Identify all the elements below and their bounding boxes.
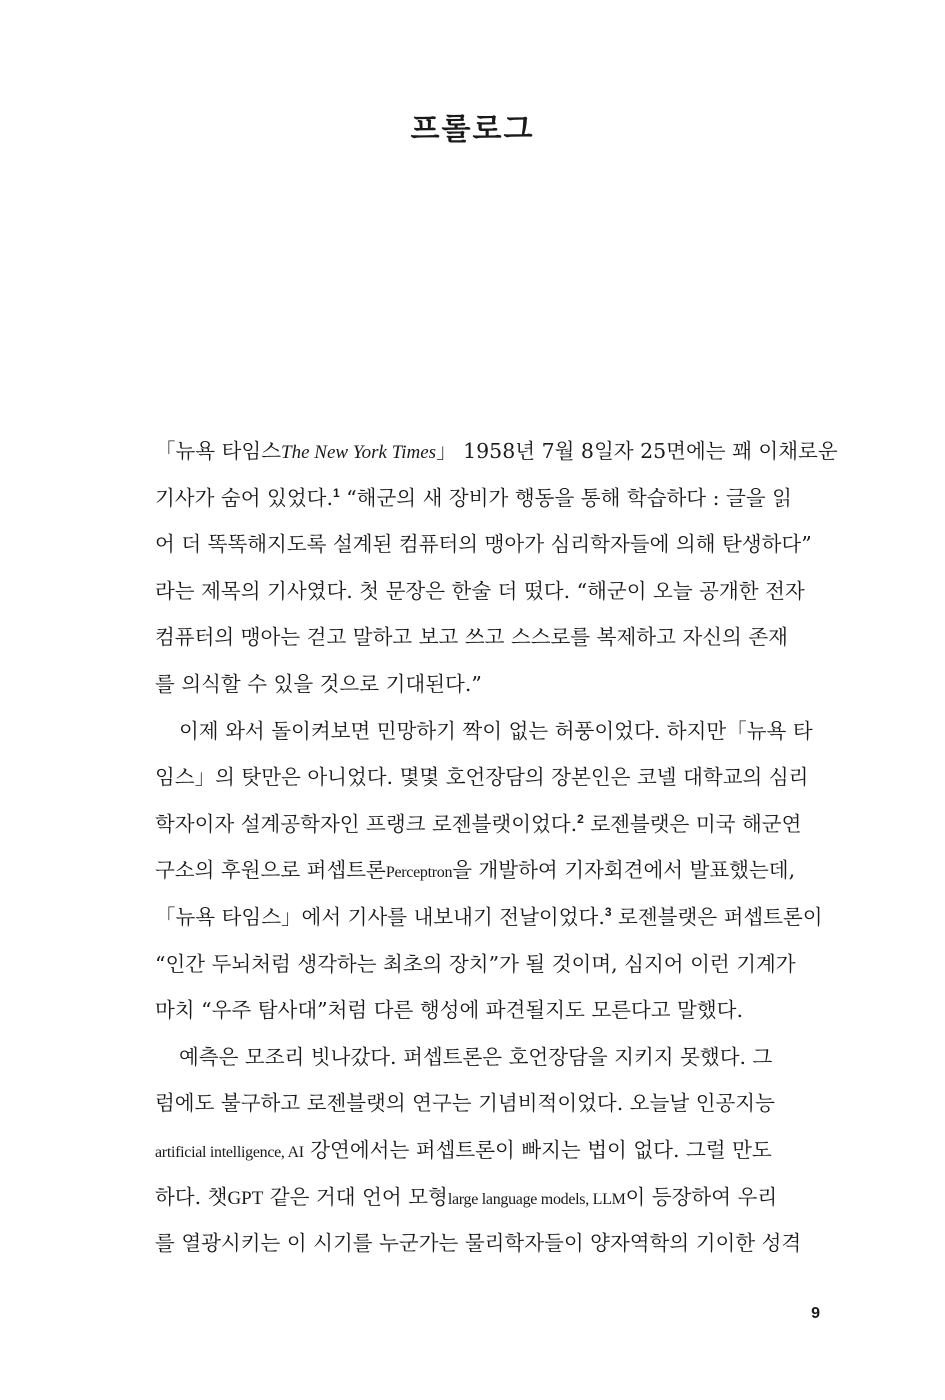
text-line [155,894,821,941]
text-run: 학자이자 설계공학자인 프랭크 로젠블랫이었다. [155,811,578,836]
chapter-title: 프롤로그 [410,112,535,147]
english-term: artificial intelligence, AI [155,1143,304,1161]
text-line [155,661,821,708]
text-run: “해군의 새 장비가 행동을 통해 학습하다 : 글을 읽 [339,485,792,510]
text-line [155,614,821,661]
italic-title: The New York Times [281,442,437,463]
text-line [155,1174,821,1221]
text-run: 로젠블랫은 퍼셉트론이 [611,904,823,929]
page-number: 9 [811,1305,820,1322]
text-run: 구소의 후원으로 퍼셉트론 [155,858,386,883]
text-line [155,428,838,475]
text-run: “인간 두뇌처럼 생각하는 최초의 장치”가 될 것이며, 심지어 이런 기계가 [155,951,796,976]
body-text [155,428,838,1267]
text-line [155,754,821,801]
text-run: 임스」의 탓만은 아니었다. 몇몇 호언장담의 장본인은 코넬 대학교의 심리 [155,765,809,790]
footnote-marker: 3 [604,904,612,919]
text-line [155,941,821,988]
text-line [155,801,821,848]
text-run: 하다. 챗 [155,1184,228,1209]
text-line [155,1080,821,1127]
text-line [155,987,821,1034]
text-line [155,847,821,894]
text-run: 기사가 숨어 있었다. [155,485,333,510]
text-run: 어 더 똑똑해지도록 설계된 컴퓨터의 맹아가 심리학자들에 의해 탄생하다” [155,532,812,557]
text-line [155,521,821,568]
text-run: 를 의식할 수 있을 것으로 기대된다.” [155,671,482,696]
text-line [155,1127,821,1174]
text-run: 컴퓨터의 맹아는 걷고 말하고 보고 쓰고 스스로를 복제하고 자신의 존재 [155,625,788,650]
footnote-marker: 1 [332,485,340,500]
text-run: 이 등장하여 우리 [625,1184,778,1209]
text-run: 마치 “우주 탐사대”처럼 다른 행성에 파견될지도 모른다고 말했다. [155,998,743,1023]
text-line [155,475,821,522]
english-term: large language models, LLM [447,1190,626,1208]
text-run: 라는 제목의 기사였다. 첫 문장은 한술 더 떴다. “해군이 오늘 공개한 전자 [155,578,805,603]
text-run: 강연에서는 퍼셉트론이 빠지는 법이 없다. 그럴 만도 [303,1137,772,1162]
text-run: 예측은 모조리 빗나갔다. 퍼셉트론은 호언장담을 지키지 못했다. 그 [179,1044,773,1069]
text-run: 럼에도 불구하고 로젠블랫의 연구는 기념비적이었다. 오늘날 인공지능 [155,1091,775,1116]
text-line [155,1220,821,1267]
text-run: 같은 거대 언어 모형 [263,1184,448,1209]
footnote-marker: 2 [577,811,584,826]
latin-run: GPT [227,1187,264,1209]
text-run: 로젠블랫은 미국 해군연 [583,811,802,836]
text-line [155,1034,821,1081]
text-line [155,568,821,615]
text-run: 을 개발하여 기자회견에서 발표했는데, [452,858,796,883]
text-run: 「뉴욕 타임스」에서 기사를 내보내기 전날이었다. [155,904,605,929]
text-run: 「뉴욕 타임스 [155,439,282,463]
text-run: 를 열광시키는 이 시기를 누군가는 물리학자들이 양자역학의 기이한 성격 [155,1231,802,1256]
text-run: 이제 와서 돌이켜보면 민망하기 짝이 없는 허풍이었다. 하지만「뉴욕 타 [179,718,813,743]
english-term: Perceptron [385,864,453,882]
text-line [155,708,821,755]
text-run: 」 1958년 7월 8일자 25면에는 꽤 이채로운 [436,439,838,463]
